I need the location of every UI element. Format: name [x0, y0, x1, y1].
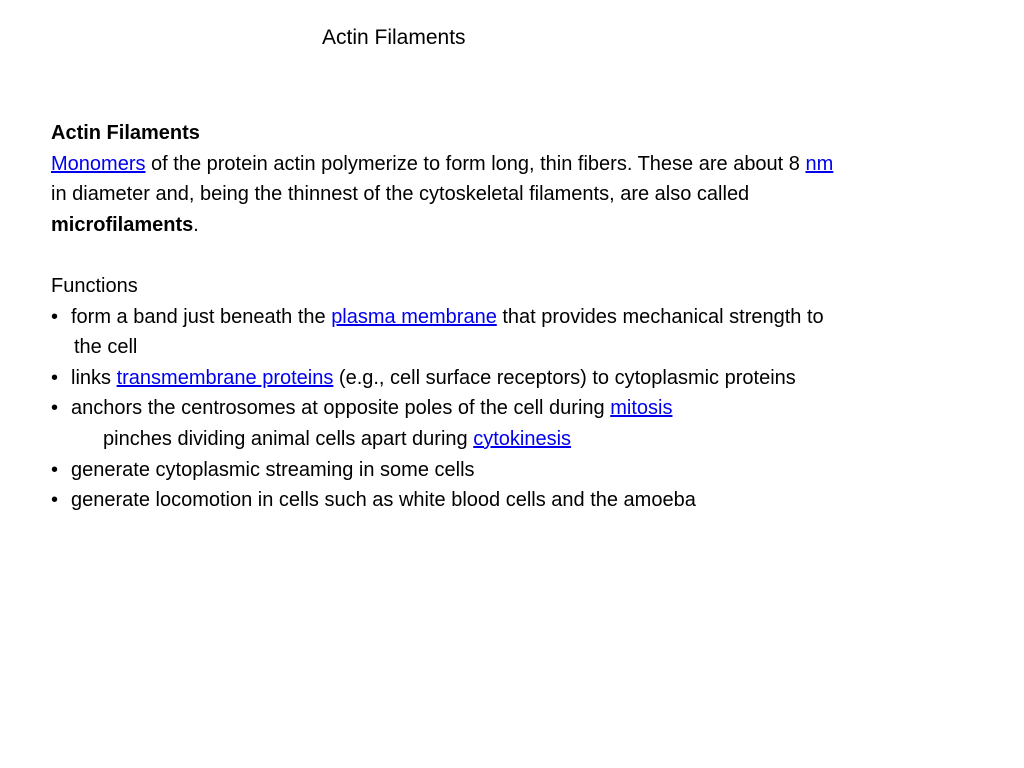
intro-text-1: of the protein actin polymerize to form long, thin fibers. These are about 8 — [145, 152, 806, 175]
intro-line-1 — [51, 149, 1001, 180]
microfilaments-term: microfilaments — [51, 213, 194, 236]
slide-title: Actin Filaments — [322, 26, 466, 49]
function-item-1-text-a: form a band just beneath the — [71, 305, 332, 328]
slide-body — [51, 118, 1001, 516]
function-item-1-continuation: the cell — [74, 336, 138, 359]
functions-heading: Functions — [51, 274, 138, 297]
transmembrane-proteins-link[interactable]: transmembrane proteins — [116, 366, 334, 389]
intro-line-2: in diameter and, being the thinnest of the cytoskeletal filaments, are also called — [51, 183, 750, 206]
mitosis-link[interactable]: mitosis — [610, 397, 673, 420]
function-sub-item — [51, 424, 1001, 455]
bullet-icon: • — [51, 458, 59, 481]
bullet-icon: • — [51, 366, 59, 389]
function-item-2-text-b: (e.g., cell surface receptors) to cytoplasmic proteins — [333, 366, 796, 389]
function-item-4-text: generate cytoplasmic streaming in some cells — [71, 458, 475, 481]
section-heading: Actin Filaments — [51, 122, 200, 144]
spacer — [51, 240, 1001, 271]
function-sub-item-text-a: pinches dividing animal cells apart during — [103, 427, 474, 450]
nm-link[interactable]: nm — [805, 152, 834, 175]
intro-text-3: . — [193, 213, 199, 236]
function-item-2 — [51, 363, 1001, 394]
function-item-1-text-b: that provides mechanical strength to — [496, 305, 824, 328]
function-item-2-text-a: links — [71, 366, 117, 389]
cytokinesis-link[interactable]: cytokinesis — [473, 427, 572, 450]
function-item-3 — [51, 393, 1001, 424]
intro-line-3 — [51, 210, 1001, 241]
function-item-3-text-a: anchors the centrosomes at opposite poles of the cell during — [71, 397, 611, 420]
plasma-membrane-link[interactable]: plasma membrane — [331, 305, 497, 328]
function-item-5-text: generate locomotion in cells such as white blood cells and the amoeba — [71, 489, 696, 512]
function-item-5 — [51, 485, 1001, 516]
function-item-1 — [51, 302, 1001, 333]
monomers-link[interactable]: Monomers — [51, 152, 146, 175]
bullet-icon: • — [51, 397, 59, 420]
function-item-4 — [51, 455, 1001, 486]
bullet-icon: • — [51, 305, 59, 328]
bullet-icon: • — [51, 489, 59, 512]
